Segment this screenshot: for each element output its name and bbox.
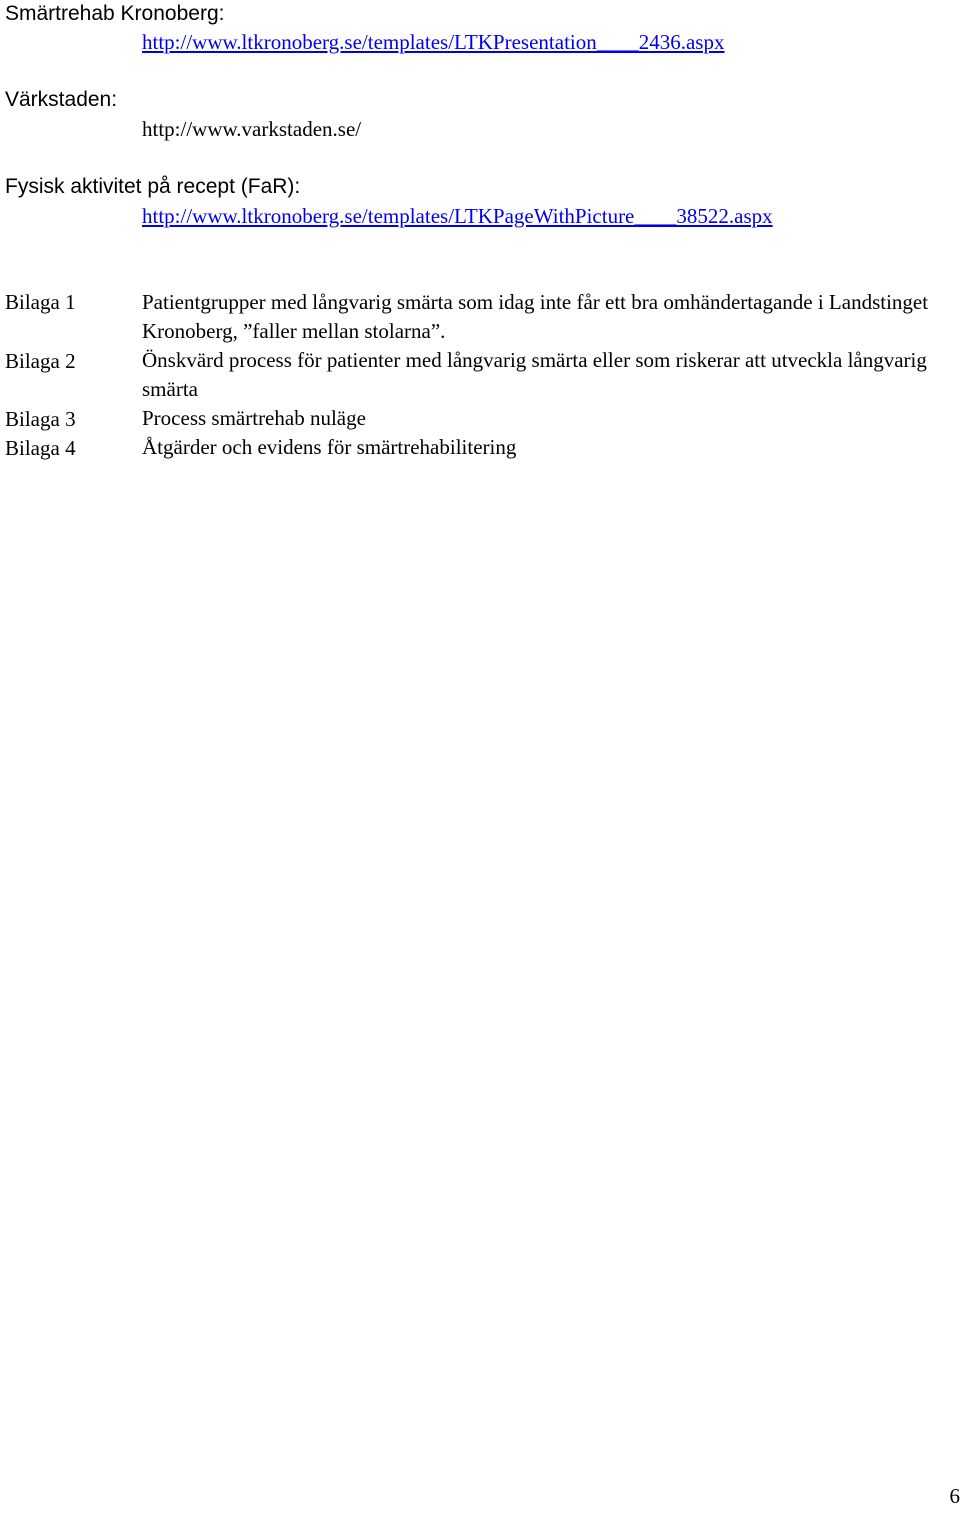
resource-label-far: Fysisk aktivitet på recept (FaR):	[5, 175, 301, 198]
attachment-text-3: Process smärtrehab nuläge	[142, 406, 366, 430]
resource-url-varkstaden: http://www.varkstaden.se/	[142, 117, 362, 141]
attachment-label-1: Bilaga 1	[5, 290, 76, 314]
resource-link-smartrehab[interactable]: http://www.ltkronoberg.se/templates/LTKPresentation____2436.aspx	[142, 30, 725, 54]
resource-link-far[interactable]: http://www.ltkronoberg.se/templates/LTKPageWithPicture____38522.aspx	[142, 204, 773, 228]
attachment-text-1: Patientgrupper med långvarig smärta som idag inte får ett bra omhändertagande i Landstinget Kronoberg, ”faller mellan stolarna”.	[142, 290, 929, 343]
attachment-text-2: Önskvärd process för patienter med långvarig smärta eller som riskerar att utveckla långvarig smärta	[142, 348, 927, 401]
attachment-label-4: Bilaga 4	[5, 436, 76, 460]
page-number: 6	[949, 1484, 960, 1508]
resource-label-varkstaden: Värkstaden:	[5, 88, 118, 111]
attachment-text-4: Åtgärder och evidens för smärtrehabilitering	[142, 435, 517, 459]
attachment-label-3: Bilaga 3	[5, 407, 76, 431]
resource-label-smartrehab: Smärtrehab Kronoberg:	[5, 2, 225, 25]
attachment-label-2: Bilaga 2	[5, 349, 76, 373]
